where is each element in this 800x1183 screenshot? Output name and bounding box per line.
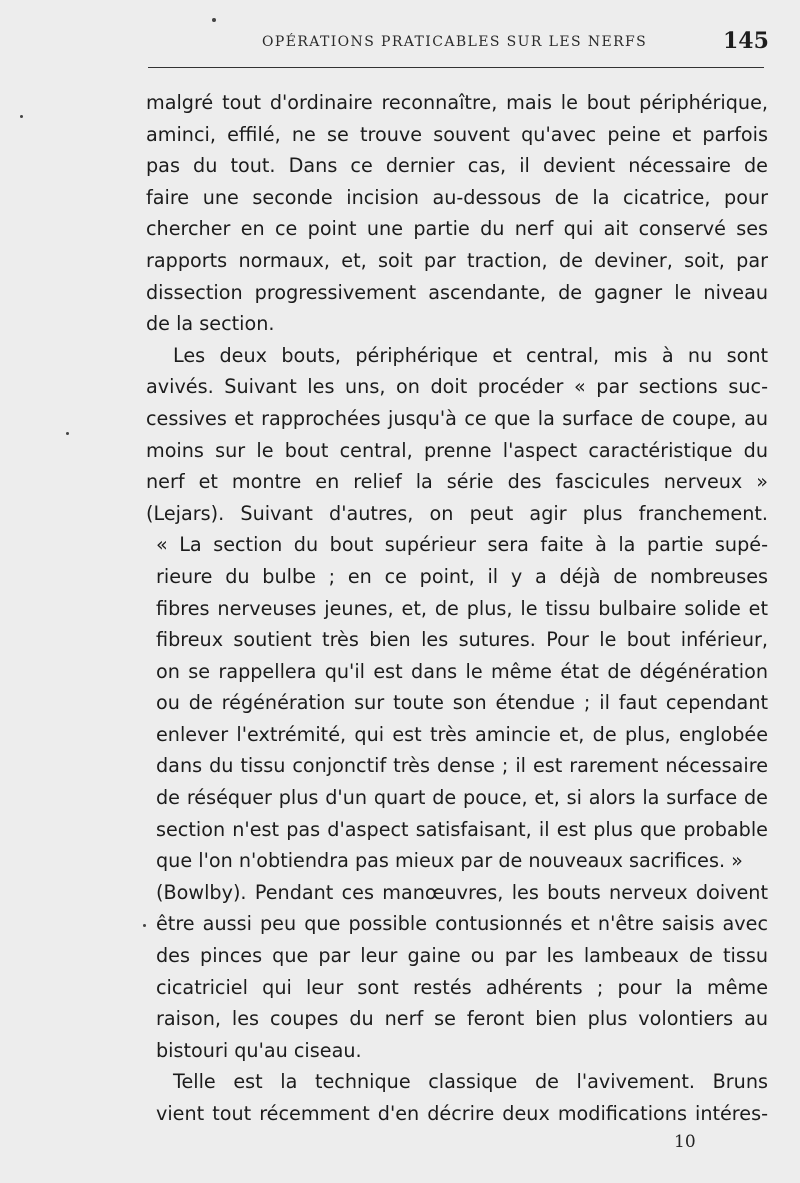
text-line: fibres nerveuses jeunes, et, de plus, le tissu bulbaire solide et	[156, 596, 768, 620]
text-line: (Lejars). Suivant d'autres, on peut agir plus franchement.	[146, 501, 768, 525]
text-line: cicatriciel qui leur sont restés adhérents ; pour la même	[156, 975, 768, 999]
text-line: malgré tout d'ordinaire reconnaître, mais le bout périphérique,	[146, 91, 768, 114]
text-line: section n'est pas d'aspect satisfaisant, il est plus que probable	[156, 817, 768, 841]
text-line: des pinces que par leur gaine ou par les lambeaux de tissu	[156, 944, 768, 968]
text-line: de la section.	[146, 312, 275, 336]
text-line: rapports normaux, et, soit par traction, de deviner, soit, par	[146, 248, 768, 272]
text-line: chercher en ce point une partie du nerf qui ait conservé ses	[146, 217, 768, 241]
body-text	[146, 87, 768, 1130]
signature-mark: 10	[674, 1132, 696, 1152]
text-line: faire une seconde incision au-dessous de la cicatrice, pour	[146, 185, 768, 209]
text-line: « La section du bout supérieur sera faite à la partie supé-	[156, 533, 768, 557]
text-line: moins sur le bout central, prenne l'aspect caractéristique du	[146, 438, 768, 462]
paragraph-start-line: Les deux bouts, périphérique et central, mis à nu sont	[173, 343, 768, 367]
text-line: que l'on n'obtiendra pas mieux par de nouveaux sacrifices. »	[156, 849, 743, 873]
paper-speck	[66, 432, 69, 435]
text-line: dissection progressivement ascendante, de gagner le niveau	[146, 280, 768, 304]
header-rule	[148, 67, 764, 68]
text-line: bistouri qu'au ciseau.	[156, 1038, 362, 1062]
text-line: pas du tout. Dans ce dernier cas, il devient nécessaire de	[146, 154, 768, 178]
page-number: 145	[723, 28, 769, 54]
text-line: (Bowlby). Pendant ces manœuvres, les bouts nerveux doivent	[156, 880, 768, 904]
paper-speck	[212, 18, 216, 22]
text-line: ou de régénération sur toute son étendue ; il faut cependant	[156, 691, 768, 715]
paper-speck	[143, 924, 146, 927]
text-line: dans du tissu conjonctif très dense ; il est rarement nécessaire	[156, 754, 768, 778]
text-line: aminci, effilé, ne se trouve souvent qu'avec peine et parfois	[146, 122, 768, 146]
text-line: cessives et rapprochées jusqu'à ce que la surface de coupe, au	[146, 406, 768, 430]
text-line: être aussi peu que possible contusionnés et n'être saisis avec	[156, 912, 768, 936]
running-title: OPÉRATIONS PRATICABLES SUR LES NERFS	[262, 34, 648, 50]
text-line: avivés. Suivant les uns, on doit procéder « par sections suc-	[146, 375, 768, 399]
text-line: rieure du bulbe ; en ce point, il y a déjà de nombreuses	[156, 564, 768, 588]
text-line: nerf et montre en relief la série des fascicules nerveux »	[146, 470, 768, 494]
paper-speck	[20, 115, 23, 118]
paragraph-start-line: Telle est la technique classique de l'avivement. Bruns	[173, 1070, 768, 1094]
text-line: on se rappellera qu'il est dans le même état de dégénération	[156, 659, 768, 683]
running-head	[0, 28, 800, 58]
text-line: de réséquer plus d'un quart de pouce, et, si alors la surface de	[156, 786, 768, 810]
text-line: raison, les coupes du nerf se feront bien plus volontiers au	[156, 1007, 768, 1031]
text-line: vient tout récemment d'en décrire deux modifications intéres-	[156, 1102, 768, 1125]
text-line: fibreux soutient très bien les sutures. Pour le bout inférieur,	[156, 628, 768, 652]
text-line: enlever l'extrémité, qui est très amincie et, de plus, englobée	[156, 722, 768, 746]
